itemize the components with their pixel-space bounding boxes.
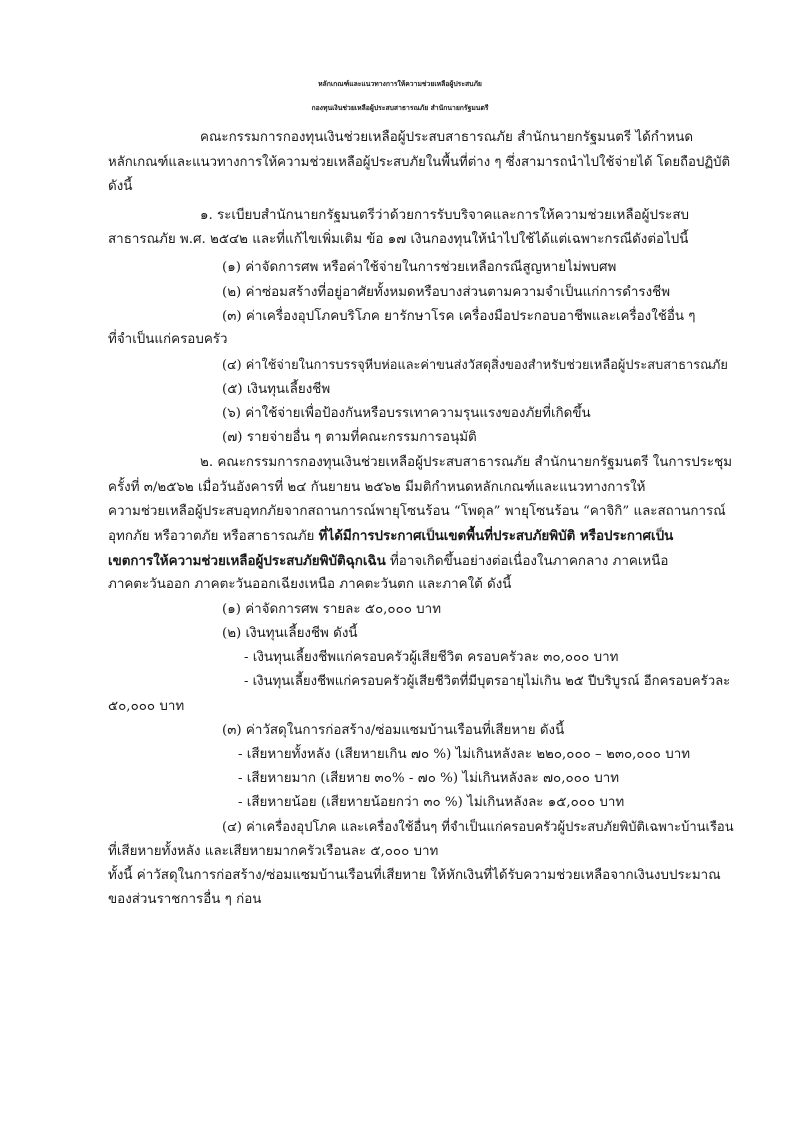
- aid-item-4: (๔) ค่าเครื่องอุปโภค และเครื่องใช้อื่นๆ ที่จำเป็นแก่ครอบครัวผู้ประสบภัยพิบัติเฉพาะบ้านเรือน: [222, 820, 734, 835]
- list-item-3-cont: ที่จำเป็นแก่ครอบครัว: [108, 332, 228, 347]
- list-item-1: (๑) ค่าจัดการศพ หรือค่าใช้จ่ายในการช่วยเหลือกรณีสูญหายไม่พบศพ: [222, 260, 617, 275]
- section-2-line-3: ความช่วยเหลือผู้ประสบอุทกภัยจากสถานการณ์พายุโซนร้อน “โพดุล” พายุโซนร้อน “คาจิกิ” และสถานการณ์: [108, 504, 726, 519]
- list-item-3: (๓) ค่าเครื่องอุปโภคบริโภค ยารักษาโรค เครื่องมือประกอบอาชีพและเครื่องใช้อื่น ๆ: [222, 309, 696, 324]
- aid-item-2-sub-1: - เงินทุนเลี้ยงชีพแก่ครอบครัวผู้เสียชีวิต ครอบครัวละ ๓๐,๐๐๐ บาท: [244, 650, 619, 665]
- emphasis-disaster-zone: ที่ได้มีการประกาศเป็นเขตพื้นที่ประสบภัยพิบัติ หรือประกาศเป็น: [318, 528, 674, 544]
- aid-item-3-sub-3: - เสียหายน้อย (เสียหายน้อยกว่า ๓๐ %) ไม่เกินหลังละ ๑๕,๐๐๐ บาท: [238, 795, 625, 810]
- document-subtitle: กองทุนเงินช่วยเหลือผู้ประสบสาธารณภัย สำนักนายกรัฐมนตรี: [311, 104, 489, 112]
- list-item-7: (๗) รายจ่ายอื่น ๆ ตามที่คณะกรรมการอนุมัติ: [222, 430, 477, 445]
- document-title: หลักเกณฑ์และแนวทางการให้ความช่วยเหลือผู้ประสบภัย: [318, 80, 482, 88]
- list-item-2: (๒) ค่าซ่อมสร้างที่อยู่อาศัยทั้งหมดหรือบางส่วนตามความจำเป็นแก่การดำรงชีพ: [222, 285, 671, 300]
- intro-line-2: หลักเกณฑ์และแนวทางการให้ความช่วยเหลือผู้ประสบภัยในพื้นที่ต่าง ๆ ซึ่งสามารถนำไปใช้จ่ายได้ โดยถือปฏิบัติ: [108, 155, 731, 170]
- section-2-line-4: [108, 526, 673, 547]
- section-1-text: สาธารณภัย พ.ศ. ๒๕๔๒ และที่แก้ไขเพิ่มเติม ข้อ ๑๗ เงินกองทุนให้นำไปใช้ได้แต่เฉพาะกรณีดังต่อไปนี้: [108, 232, 689, 247]
- section-2-line-2: ครั้งที่ ๓/๒๕๖๒ เมื่อวันอังคารที่ ๒๔ กันยายน ๒๕๖๒ มีมติกำหนดหลักเกณฑ์และแนวทางการให้: [108, 480, 646, 495]
- list-item-5: (๕) เงินทุนเลี้ยงชีพ: [222, 382, 331, 397]
- aid-item-1: (๑) ค่าจัดการศพ รายละ ๕๐,๐๐๐ บาท: [222, 602, 442, 617]
- section-1-heading: ๑. ระเบียบสำนักนายกรัฐมนตรีว่าด้วยการรับบริจาคและการให้ความช่วยเหลือผู้ประสบ: [200, 208, 690, 223]
- aid-item-3-sub-2: - เสียหายมาก (เสียหาย ๓๐% - ๗๐ %) ไม่เกินหลังละ ๗๐,๐๐๐ บาท: [238, 771, 620, 786]
- aid-item-4-cont: ที่เสียหายทั้งหลัง และเสียหายมากครัวเรือนละ ๕,๐๐๐ บาท: [108, 844, 439, 859]
- section-2-line-5: [108, 551, 668, 572]
- aid-item-2: (๒) เงินทุนเลี้ยงชีพ ดังนี้: [222, 626, 358, 641]
- note-line-1: ทั้งนี้ ค่าวัสดุในการก่อสร้าง/ซ่อมแซมบ้านเรือนที่เสียหาย ให้หักเงินที่ได้รับความช่วยเหลือจากเงินงบประมาณ: [108, 868, 721, 883]
- section-2-line-4-text: อุทกภัย หรือวาตภัย หรือสาธารณภัย: [108, 529, 315, 544]
- aid-item-2-sub-2-cont: ๕๐,๐๐๐ บาท: [108, 699, 185, 714]
- intro-line-3: ดังนี้: [108, 179, 133, 194]
- list-item-6: (๖) ค่าใช้จ่ายเพื่อป้องกันหรือบรรเทาความรุนแรงของภัยที่เกิดขึ้น: [222, 406, 591, 421]
- section-2-line-6: ภาคตะวันออก ภาคตะวันออกเฉียงเหนือ ภาคตะวันตก และภาคใต้ ดังนี้: [108, 577, 512, 592]
- intro-line-1: คณะกรรมการกองทุนเงินช่วยเหลือผู้ประสบสาธารณภัย สำนักนายกรัฐมนตรี ได้กำหนด: [200, 130, 694, 145]
- note-line-2: ของส่วนราชการอื่น ๆ ก่อน: [108, 892, 262, 907]
- section-2-line-5-text: ที่อาจเกิดขึ้นอย่างต่อเนื่องในภาคกลาง ภาคเหนือ: [389, 554, 669, 569]
- section-2-heading: ๒. คณะกรรมการกองทุนเงินช่วยเหลือผู้ประสบสาธารณภัย สำนักนายกรัฐมนตรี ในการประชุม: [200, 455, 733, 470]
- emphasis-emergency-zone: เขตการให้ความช่วยเหลือผู้ประสบภัยพิบัติฉุกเฉิน: [108, 553, 386, 569]
- list-item-4: (๔) ค่าใช้จ่ายในการบรรจุหีบห่อและค่าขนส่งวัสดุสิ่งของสำหรับช่วยเหลือผู้ประสบสาธารณภัย: [222, 358, 728, 373]
- aid-item-2-sub-2: - เงินทุนเลี้ยงชีพแก่ครอบครัวผู้เสียชีวิตที่มีบุตรอายุไม่เกิน ๒๕ ปีบริบูรณ์ อีกครอบครัวละ: [244, 674, 731, 689]
- aid-item-3: (๓) ค่าวัสดุในการก่อสร้าง/ซ่อมแซมบ้านเรือนที่เสียหาย ดังนี้: [222, 723, 565, 738]
- aid-item-3-sub-1: - เสียหายทั้งหลัง (เสียหายเกิน ๗๐ %) ไม่เกินหลังละ ๒๒๐,๐๐๐ – ๒๓๐,๐๐๐ บาท: [238, 747, 691, 762]
